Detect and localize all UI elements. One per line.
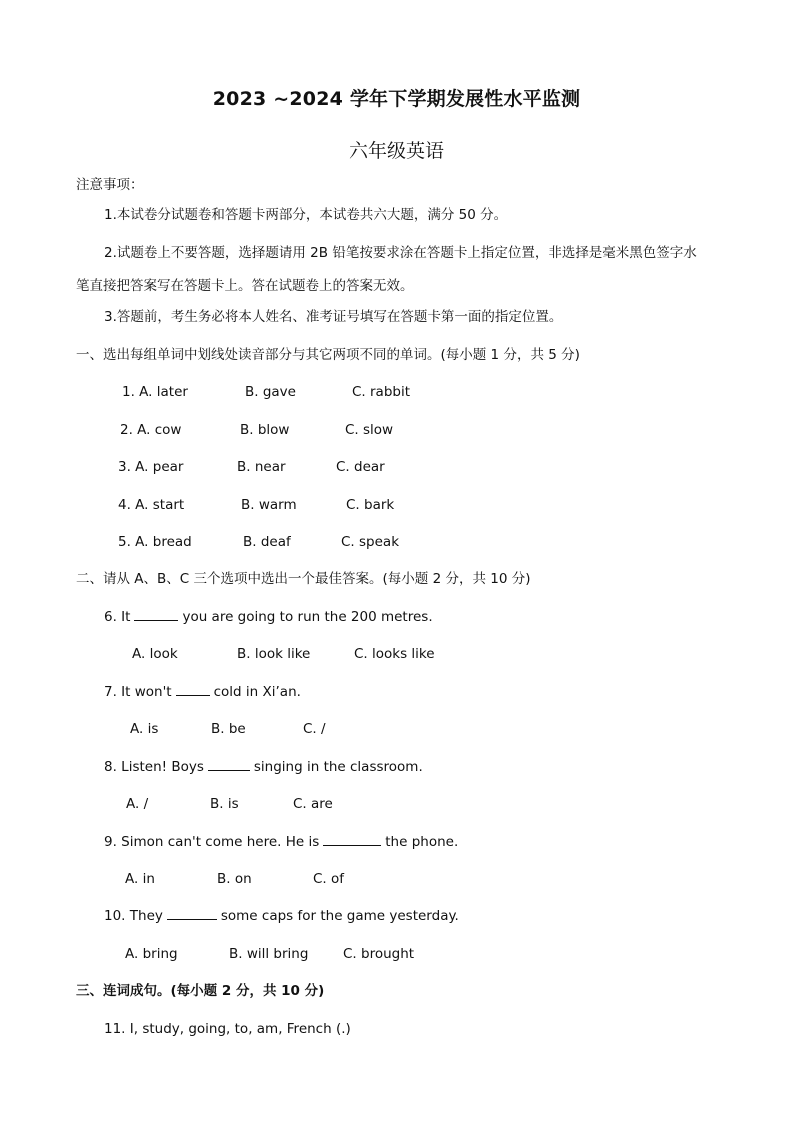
stem-text: 8. Listen! Boys <box>104 759 204 775</box>
question-stem: 11. I, study, going, to, am, French (.) <box>104 1021 351 1037</box>
stem-text: cold in Xi’an. <box>213 684 301 700</box>
option-a: 1. A. later <box>122 384 188 400</box>
option-a: 2. A. cow <box>120 422 182 438</box>
stem-text: you are going to run the 200 metres. <box>182 609 433 625</box>
option-a: A. look <box>132 646 178 662</box>
section-heading: 一、选出每组单词中划线处读音部分与其它两项不同的单词。(每小题 1 分，共 5 分) <box>76 347 580 363</box>
option-c: C. bark <box>346 497 395 513</box>
option-a: A. in <box>125 871 155 887</box>
answer-blank <box>167 907 217 920</box>
option-b: B. is <box>210 796 239 812</box>
option-c: C. speak <box>341 534 400 550</box>
answer-blank <box>208 758 250 771</box>
stem-text: 9. Simon can't come here. He is <box>104 834 320 850</box>
stem-text: 10. They <box>104 908 163 924</box>
option-b: B. near <box>237 459 286 475</box>
section-heading: 三、连词成句。(每小题 2 分，共 10 分) <box>76 983 325 999</box>
option-b: B. will bring <box>229 946 309 962</box>
option-b: B. deaf <box>243 534 291 550</box>
notice-heading: 注意事项： <box>76 177 144 193</box>
question-stem <box>104 608 433 626</box>
option-b: B. warm <box>241 497 297 513</box>
option-c: C. looks like <box>354 646 435 662</box>
stem-text: 6. It <box>104 609 131 625</box>
option-c: C. brought <box>343 946 415 962</box>
option-b: B. on <box>217 871 252 887</box>
option-c: C. are <box>293 796 333 812</box>
option-a: 3. A. pear <box>118 459 184 475</box>
option-a: A. is <box>130 721 159 737</box>
answer-blank <box>176 683 210 696</box>
option-b: B. be <box>211 721 246 737</box>
notice-item: 1.本试卷分试题卷和答题卡两部分，本试卷共六大题，满分 50 分。 <box>104 207 508 223</box>
option-c: C. of <box>313 871 345 887</box>
option-a: 5. A. bread <box>118 534 192 550</box>
option-c: C. slow <box>345 422 394 438</box>
option-a: A. / <box>126 796 149 812</box>
answer-blank <box>134 608 178 621</box>
notice-item: 笔直接把答案写在答题卡上。答在试题卷上的答案无效。 <box>76 278 414 294</box>
option-b: B. gave <box>245 384 296 400</box>
notice-item: 2.试题卷上不要答题，选择题请用 2B 铅笔按要求涂在答题卡上指定位置，非选择是毫米黑色签字水 <box>104 245 697 261</box>
question-stem <box>104 683 301 701</box>
stem-text: 7. It won't <box>104 684 172 700</box>
option-b: B. blow <box>240 422 290 438</box>
option-c: C. dear <box>336 459 385 475</box>
answer-blank <box>323 833 381 846</box>
stem-text: the phone. <box>385 834 459 850</box>
option-c: C. rabbit <box>352 384 411 400</box>
question-stem <box>104 907 459 925</box>
stem-text: singing in the classroom. <box>253 759 423 775</box>
option-a: 4. A. start <box>118 497 185 513</box>
option-b: B. look like <box>237 646 311 662</box>
option-a: A. bring <box>125 946 178 962</box>
question-stem <box>104 758 423 776</box>
notice-item: 3.答题前，考生务必将本人姓名、准考证号填写在答题卡第一面的指定位置。 <box>104 309 563 325</box>
page-title: 2023 ~2024 学年下学期发展性水平监测 <box>212 88 581 110</box>
section-heading: 二、请从 A、B、C 三个选项中选出一个最佳答案。(每小题 2 分，共 10 分) <box>76 571 531 587</box>
stem-text: some caps for the game yesterday. <box>220 908 459 924</box>
page-subtitle: 六年级英语 <box>348 140 444 162</box>
option-c: C. / <box>303 721 326 737</box>
question-stem <box>104 833 458 851</box>
